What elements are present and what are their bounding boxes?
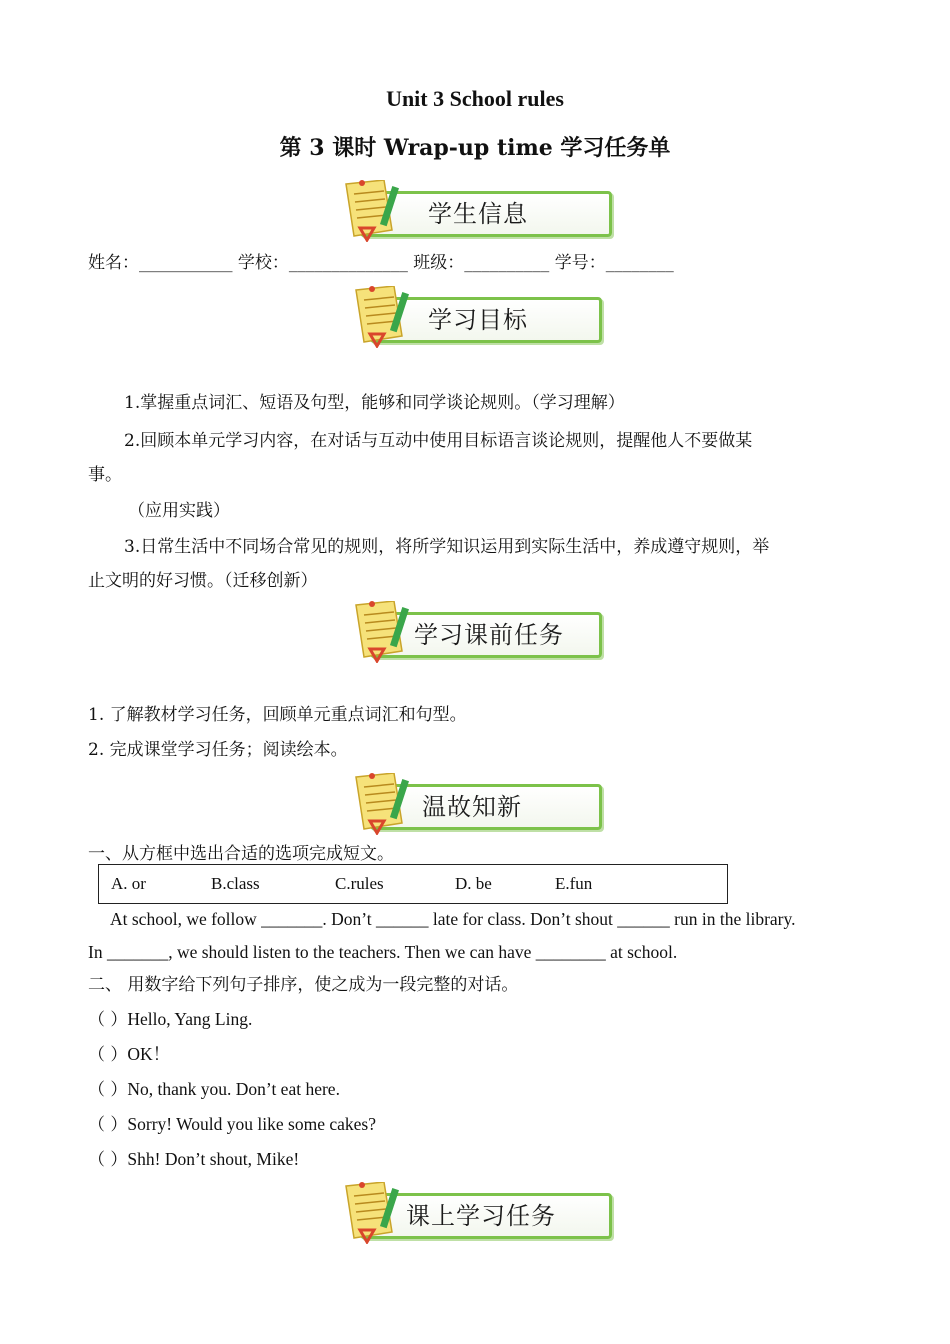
document-title-chinese: 第 3 课时 Wrap-up time 学习任务单 <box>279 135 671 161</box>
banner-student-info-label: 学生信息 <box>428 200 528 228</box>
notepad-pencil-icon <box>340 180 410 242</box>
pre-task-2: 2. 完成课堂学习任务；阅读绘本。 <box>88 740 348 760</box>
dialogue-sentence: Hello, Yang Ling. <box>127 1009 253 1029</box>
banner-class-tasks <box>340 1182 615 1238</box>
dialogue-sentence: No, thank you. Don’t eat here. <box>127 1079 340 1099</box>
banner-class-tasks-label: 课上学习任务 <box>406 1202 556 1230</box>
banner-pre-tasks-label: 学习课前任务 <box>414 621 564 649</box>
goal-1: 1.掌握重点词汇、短语及句型，能够和同学谈论规则。（学习理解） <box>124 393 625 413</box>
passage-line-2: In _______, we should listen to the teachers. Then we can have ________ at school. <box>88 942 678 962</box>
notepad-pencil-icon <box>350 286 420 348</box>
banner-review <box>350 773 605 829</box>
notepad-pencil-icon <box>350 601 420 663</box>
ordering-row <box>88 1113 376 1136</box>
banner-pre-tasks <box>350 601 605 657</box>
question-1-title: 一、从方框中选出合适的选项完成短文。 <box>88 844 394 864</box>
options-box <box>98 864 728 904</box>
student-info-fields: 姓名：___________ 学校：______________ 班级：__________ 学号：________ <box>88 253 674 273</box>
dialogue-sentence: Sorry! Would you like some cakes? <box>127 1114 376 1134</box>
answer-bracket[interactable]: （ ） <box>88 1150 128 1170</box>
banner-goals-label: 学习目标 <box>428 306 528 334</box>
goal-2-line-1: 2.回顾本单元学习内容，在对话与互动中使用目标语言谈论规则，提醒他人不要做某 <box>124 431 753 451</box>
dialogue-sentence: Shh! Don’t shout, Mike! <box>127 1149 300 1169</box>
banner-student-info <box>340 180 615 236</box>
pre-task-1: 1. 了解教材学习任务，回顾单元重点词汇和句型。 <box>88 705 467 725</box>
ordering-row <box>88 1078 340 1101</box>
option-a: A. or <box>111 874 146 893</box>
answer-bracket[interactable]: （ ） <box>88 1045 128 1065</box>
banner-goals <box>350 286 605 342</box>
document-title-english: Unit 3 School rules <box>386 86 564 111</box>
goal-2-line-3: （应用实践） <box>128 501 230 521</box>
answer-bracket[interactable]: （ ） <box>88 1010 128 1030</box>
option-b: B.class <box>211 874 260 893</box>
question-2-title: 二、 用数字给下列句子排序，使之成为一段完整的对话。 <box>88 975 519 995</box>
goal-2-line-2: 事。 <box>88 465 122 485</box>
dialogue-sentence: OK！ <box>127 1044 171 1064</box>
goal-3-line-1: 3.日常生活中不同场合常见的规则，将所学知识运用到实际生活中，养成遵守规则，举 <box>124 537 770 557</box>
banner-review-label: 温故知新 <box>422 793 522 821</box>
option-c: C.rules <box>335 874 384 893</box>
answer-bracket[interactable]: （ ） <box>88 1115 128 1135</box>
option-e: E.fun <box>555 874 593 893</box>
notepad-pencil-icon <box>340 1182 410 1244</box>
goal-3-line-2: 止文明的好习惯。（迁移创新） <box>88 571 318 591</box>
ordering-row <box>88 1043 170 1066</box>
notepad-pencil-icon <box>350 773 420 835</box>
ordering-row <box>88 1148 299 1171</box>
ordering-row <box>88 1008 252 1031</box>
passage-line-1: At school, we follow _______. Don’t ______ late for class. Don’t shout ______ run in the library. <box>110 909 796 929</box>
answer-bracket[interactable]: （ ） <box>88 1080 128 1100</box>
option-d: D. be <box>455 874 492 893</box>
